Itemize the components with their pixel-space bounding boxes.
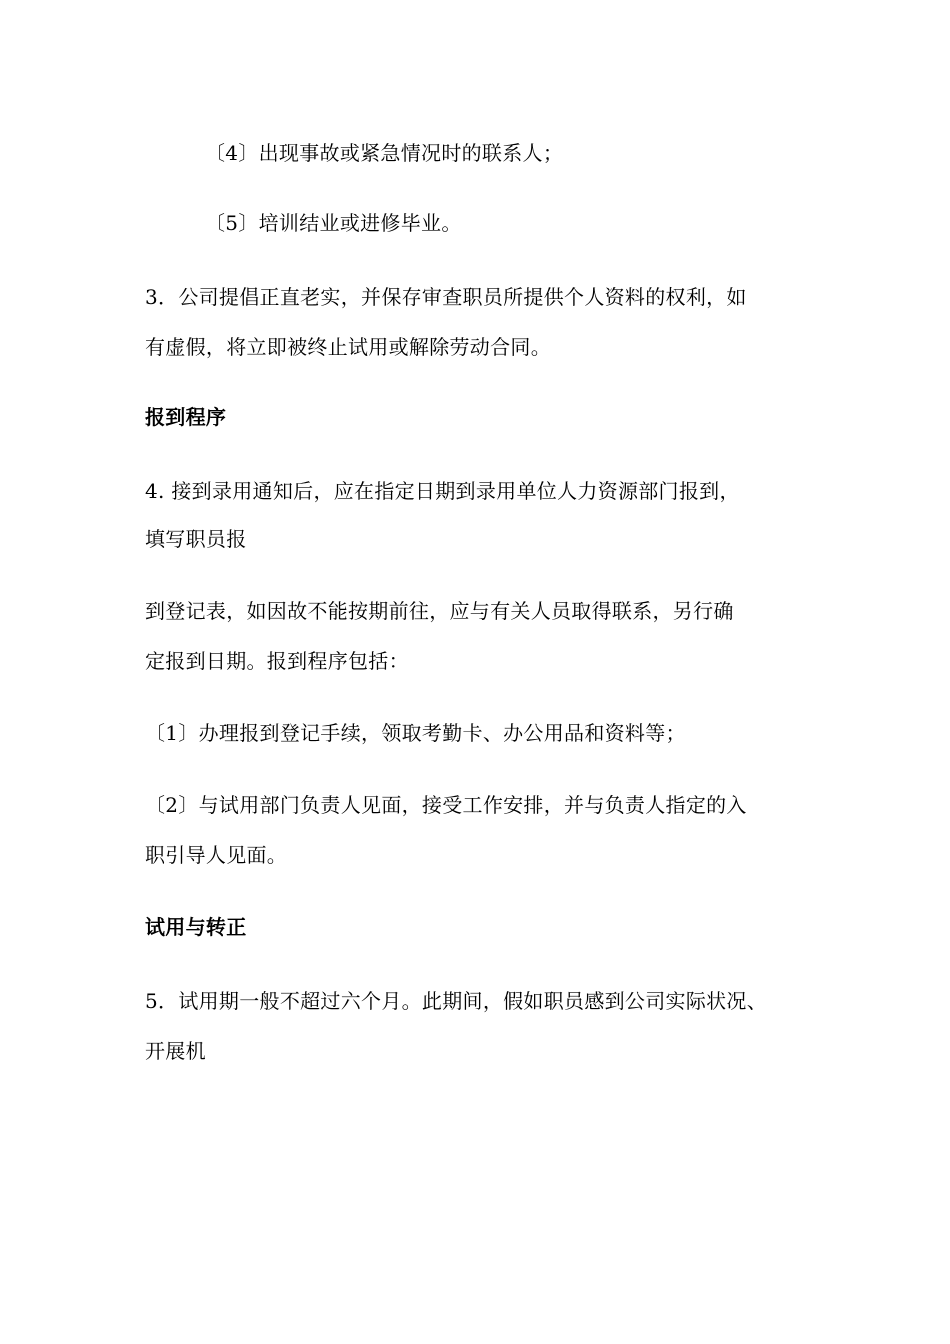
paragraph-4-line-4: 定报到日期。报到程序包括： [145,649,409,673]
paragraph-4-line-2: 填写职员报 [145,527,247,551]
paragraph-5-line-2: 开展机 [145,1039,206,1063]
paragraph-4-line-1: 4. 接到录用通知后，应在指定日期到录用单位人力资源部门报到， [145,479,740,503]
paragraph-3-line-1: 3．公司提倡正直老实，并保存审查职员所提供个人资料的权利，如 [145,285,747,309]
list-item-5: 〔5〕培训结业或进修毕业。 [205,211,462,235]
step-item-1: 〔1〕办理报到登记手续，领取考勤卡、办公用品和资料等； [145,721,686,745]
paragraph-5-line-1: 5．试用期一般不超过六个月。此期间，假如职员感到公司实际状况、 [145,989,768,1013]
step-item-2-line-2: 职引导人见面。 [145,843,288,867]
section-heading-report: 报到程序 [145,405,227,429]
paragraph-3-line-2: 有虚假，将立即被终止试用或解除劳动合同。 [145,335,551,359]
paragraph-4-line-3: 到登记表，如因故不能按期前往，应与有关人员取得联系，另行确 [145,599,734,623]
list-item-4: 〔4〕出现事故或紧急情况时的联系人； [205,141,564,165]
step-item-2-line-1: 〔2〕与试用部门负责人见面，接受工作安排，并与负责人指定的入 [145,793,747,817]
section-heading-probation: 试用与转正 [145,915,247,939]
